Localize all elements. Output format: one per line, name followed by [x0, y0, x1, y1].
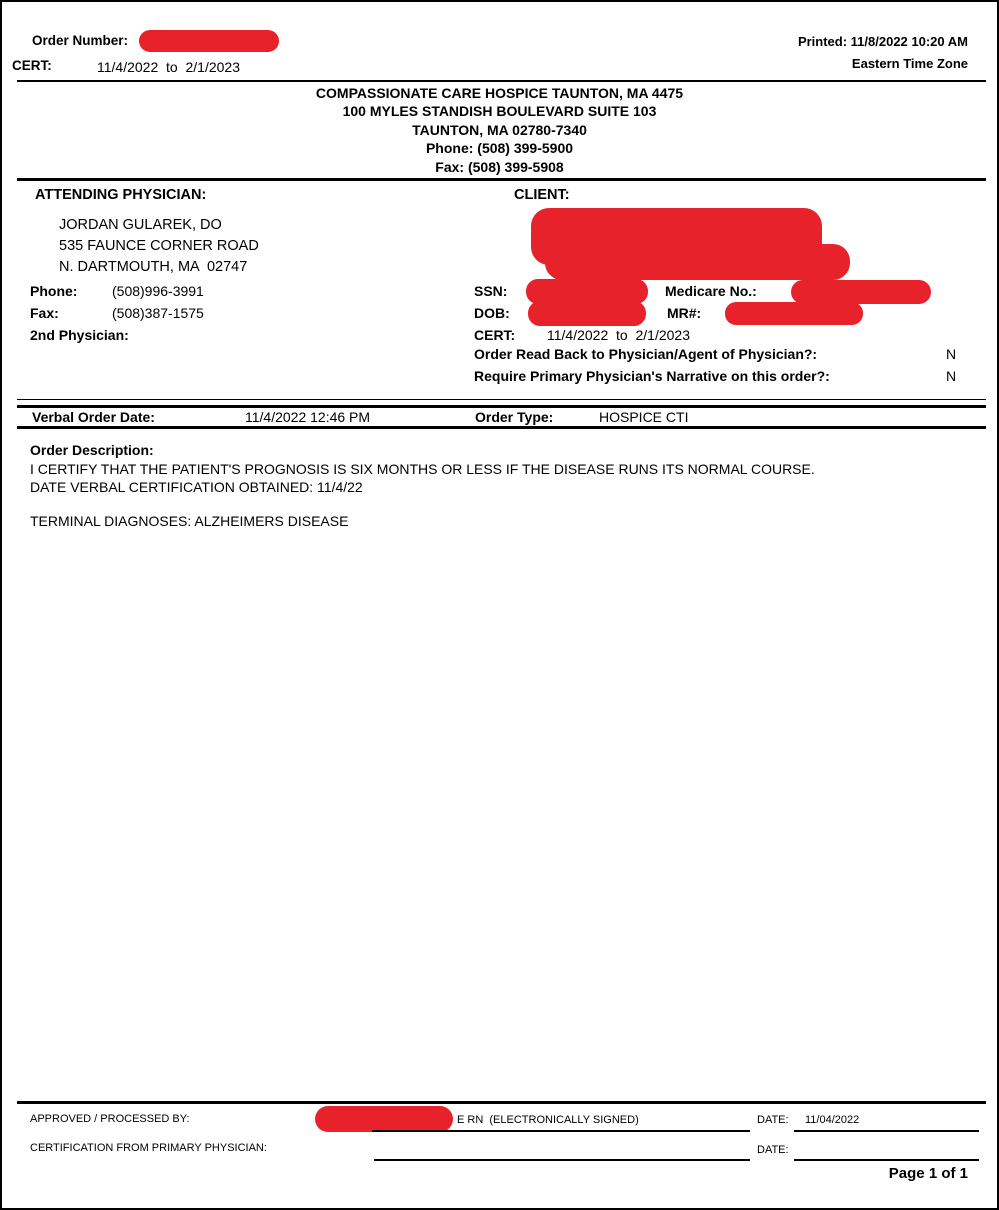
cert-label-top: CERT: — [12, 58, 52, 73]
narrative-required-answer: N — [946, 368, 957, 384]
medicare-label: Medicare No.: — [665, 283, 757, 299]
date2-label: DATE: — [757, 1144, 789, 1156]
order-number-redaction — [139, 30, 279, 52]
printed-timestamp: Printed: 11/8/2022 10:20 AM — [797, 34, 968, 49]
facility-address1: 100 MYLES STANDISH BOULEVARD SUITE 103 — [342, 103, 657, 120]
divider-verbal-thin — [17, 399, 986, 400]
cert-value-client: 11/4/2022 to 2/1/2023 — [547, 327, 690, 343]
verbal-order-date-label: Verbal Order Date: — [32, 409, 155, 425]
facility-header — [2, 84, 997, 176]
physician-fax-value: (508)387-1575 — [112, 305, 204, 321]
terminal-diagnoses-line: TERMINAL DIAGNOSES: ALZHEIMERS DISEASE — [30, 513, 349, 529]
facility-fax: Fax: (508) 399-5908 — [435, 158, 564, 175]
attending-physician-section-label: ATTENDING PHYSICIAN: — [35, 187, 207, 203]
order-read-back-question: Order Read Back to Physician/Agent of Physician?: — [474, 346, 818, 362]
medicare-redaction — [791, 280, 931, 304]
cert-value-top: 11/4/2022 to 2/1/2023 — [97, 59, 240, 75]
physician-name: JORDAN GULAREK, DO — [59, 217, 222, 233]
facility-phone: Phone: (508) 399-5900 — [425, 140, 574, 157]
client-section-label: CLIENT: — [514, 187, 570, 203]
facility-name: COMPASSIONATE CARE HOSPICE TAUNTON, MA 4475 — [315, 85, 684, 101]
order-description-label: Order Description: — [30, 442, 154, 458]
signature-visible-text: E RN (ELECTRONICALLY SIGNED) — [457, 1114, 639, 1126]
divider-footer-top — [17, 1101, 986, 1104]
certification-underline — [374, 1159, 750, 1161]
date1-underline — [794, 1130, 979, 1132]
ssn-label: SSN: — [474, 283, 508, 299]
narrative-required-question: Require Primary Physician's Narrative on this order?: — [474, 368, 830, 384]
physician-phone-label: Phone: — [30, 283, 78, 299]
approved-processed-by-label: APPROVED / PROCESSED BY: — [30, 1113, 190, 1125]
cert-label-client: CERT: — [474, 327, 516, 343]
physician-address1: 535 FAUNCE CORNER ROAD — [59, 238, 259, 254]
client-address-redaction — [545, 244, 850, 280]
second-physician-label: 2nd Physician: — [30, 327, 129, 343]
physician-address2: N. DARTMOUTH, MA 02747 — [59, 259, 248, 275]
mr-redaction — [725, 302, 863, 325]
divider-verbal-bottom — [17, 426, 986, 429]
order-description-line2: DATE VERBAL CERTIFICATION OBTAINED: 11/4/22 — [30, 479, 363, 495]
date1-value: 11/04/2022 — [805, 1114, 860, 1126]
physician-phone-value: (508)996-3991 — [112, 283, 204, 299]
divider-top — [17, 80, 986, 82]
order-read-back-answer: N — [946, 346, 957, 362]
verbal-order-date-value: 11/4/2022 12:46 PM — [245, 409, 371, 425]
date1-label: DATE: — [757, 1114, 789, 1126]
divider-verbal-top — [17, 405, 986, 408]
date2-underline — [794, 1159, 979, 1161]
page-indicator: Page 1 of 1 — [888, 1165, 968, 1182]
dob-redaction — [528, 301, 646, 326]
signature-name-redaction — [315, 1106, 453, 1132]
order-description-line1: I CERTIFY THAT THE PATIENT'S PROGNOSIS IS SIX MONTHS OR LESS IF THE DISEASE RUNS ITS NORMAL COURSE. — [30, 461, 815, 477]
mr-label: MR#: — [667, 305, 702, 321]
physician-fax-label: Fax: — [30, 305, 59, 321]
order-type-label: Order Type: — [475, 409, 554, 425]
divider-header-bottom — [17, 178, 986, 181]
facility-address2: TAUNTON, MA 02780-7340 — [412, 121, 587, 138]
timezone-label: Eastern Time Zone — [851, 56, 968, 71]
signature-underline — [372, 1130, 750, 1132]
order-number-label: Order Number: — [32, 33, 129, 48]
certification-primary-physician-label: CERTIFICATION FROM PRIMARY PHYSICIAN: — [30, 1142, 267, 1154]
order-type-value: HOSPICE CTI — [599, 409, 689, 425]
dob-label: DOB: — [474, 305, 510, 321]
